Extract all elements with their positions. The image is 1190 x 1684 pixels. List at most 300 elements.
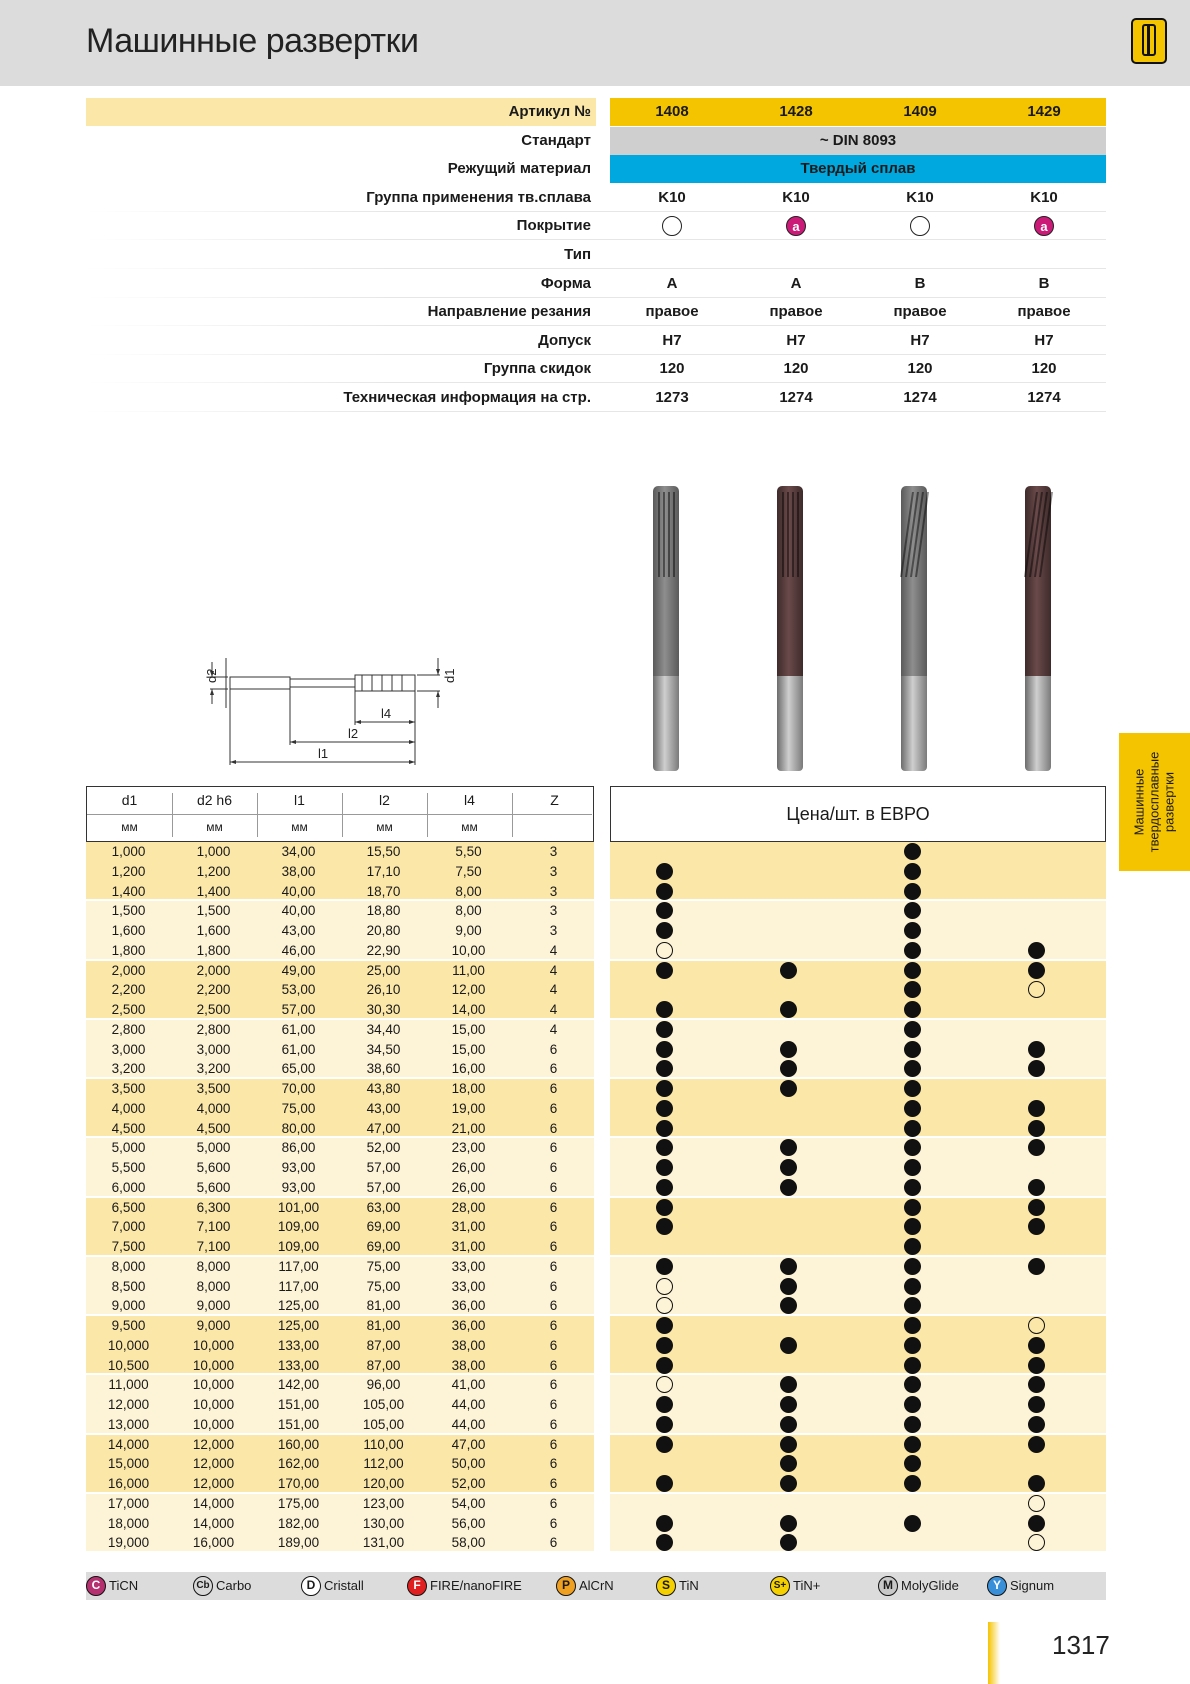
spec-value: A (790, 274, 802, 292)
in-stock-dot (904, 942, 921, 959)
table-cell: 117,00 (278, 1258, 319, 1274)
table-row (86, 842, 1106, 862)
table-cell: 120,00 (362, 1476, 405, 1491)
table-cell: 93,00 (281, 1179, 316, 1195)
table-cell: 41,00 (451, 1377, 486, 1393)
table-row (86, 1059, 1106, 1079)
table-cell: 142,00 (277, 1377, 320, 1393)
in-stock-dot (780, 1080, 797, 1097)
table-cell: 28,00 (451, 1199, 486, 1215)
spec-row (86, 155, 1106, 183)
in-stock-dot (904, 1021, 921, 1038)
in-stock-dot (780, 1436, 797, 1453)
column-header: d1 (121, 792, 138, 808)
coating-a-icon: a (786, 216, 806, 236)
column-header: Z (550, 792, 559, 808)
table-cell: 5,600 (196, 1160, 231, 1175)
table-row (86, 1138, 1106, 1158)
legend-label: AlCrN (579, 1578, 614, 1593)
column-unit: мм (461, 820, 478, 834)
legend-label: TiN+ (793, 1578, 821, 1593)
table-cell: 5,600 (196, 1179, 231, 1195)
table-cell: 7,100 (196, 1219, 231, 1235)
page-number-bar (988, 1622, 1000, 1684)
reamer-flute-body (653, 486, 679, 676)
table-cell: 40,00 (281, 903, 316, 919)
table-row (86, 1375, 1106, 1395)
spec-label: Техническая информация на стр. (343, 389, 591, 406)
table-cell: 34,50 (366, 1041, 401, 1057)
spec-value (858, 241, 982, 269)
legend-item (656, 1576, 699, 1596)
table-cell: 17,10 (366, 863, 401, 879)
table-cell: 6,000 (111, 1179, 146, 1195)
table-cell: 6 (549, 1061, 558, 1077)
in-stock-dot (656, 1337, 673, 1354)
in-stock-dot (656, 883, 673, 900)
table-cell: 14,000 (107, 1436, 150, 1452)
table-cell: 57,00 (281, 1002, 316, 1017)
table-row (86, 1395, 1106, 1415)
table-cell: 8,00 (455, 883, 482, 899)
table-row (86, 1474, 1106, 1494)
table-cell: 6 (549, 1041, 558, 1057)
spec-label: Стандарт (521, 131, 591, 149)
table-cell: 31,00 (451, 1219, 486, 1235)
table-row (86, 1079, 1106, 1099)
legend-item (86, 1576, 138, 1596)
table-cell: 31,00 (451, 1239, 486, 1254)
in-stock-dot (904, 1455, 921, 1472)
spec-label: Артикул № (508, 103, 591, 120)
coating-badge-icon: S+ (770, 1576, 790, 1596)
table-cell: 52,00 (366, 1140, 401, 1156)
in-stock-dot (904, 883, 921, 900)
table-row (86, 921, 1106, 941)
table-cell: 8,00 (455, 903, 482, 919)
in-stock-dot (1028, 1436, 1045, 1453)
table-cell: 38,00 (451, 1337, 486, 1353)
table-row (86, 1277, 1106, 1297)
table-cell: 3,000 (196, 1041, 231, 1057)
side-tab-line-2: твердосплавные (1146, 751, 1162, 853)
flute-line (668, 492, 670, 577)
table-cell: 9,500 (111, 1318, 146, 1333)
spec-value: B (1038, 274, 1050, 292)
table-cell: 7,500 (111, 1239, 146, 1254)
in-stock-dot (780, 1416, 797, 1433)
table-cell: 3,500 (196, 1081, 231, 1096)
table-cell: 105,00 (362, 1416, 405, 1432)
table-cell: 6 (549, 1436, 558, 1452)
coating-badge-icon: F (407, 1576, 427, 1596)
column-header: l1 (294, 792, 305, 808)
in-stock-dot (1028, 1475, 1045, 1492)
table-row (86, 1514, 1106, 1534)
spec-row (86, 241, 1106, 269)
table-cell: 18,80 (366, 903, 401, 919)
column-unit: мм (376, 820, 393, 834)
table-cell: 69,00 (366, 1239, 401, 1254)
table-cell: 30,30 (366, 1002, 401, 1017)
table-cell: 4 (549, 1002, 558, 1017)
on-request-ring (1028, 1534, 1045, 1551)
table-cell: 3 (549, 844, 558, 859)
legend-item (193, 1576, 251, 1596)
table-row (86, 1494, 1106, 1514)
on-request-ring (656, 1376, 673, 1393)
spec-row (86, 98, 1106, 126)
in-stock-dot (904, 1041, 921, 1058)
table-cell: 44,00 (451, 1416, 486, 1432)
table-cell: 3,000 (111, 1041, 146, 1057)
table-cell: 14,000 (192, 1515, 235, 1531)
in-stock-dot (780, 1278, 797, 1295)
on-request-ring (1028, 981, 1045, 998)
spec-label: Тип (564, 246, 591, 263)
table-cell: 6 (549, 1219, 558, 1235)
drawing-label-d1: d1 (442, 668, 457, 683)
table-cell: 61,00 (281, 1021, 316, 1037)
in-stock-dot (904, 843, 921, 860)
spec-span-value: ~ DIN 8093 (819, 131, 897, 149)
in-stock-dot (1028, 1060, 1045, 1077)
spec-value: 1273 (655, 389, 689, 406)
table-cell: 4 (549, 962, 558, 978)
table-cell: 61,00 (281, 1041, 316, 1057)
table-cell: 13,000 (107, 1416, 150, 1432)
spec-value: правое (645, 303, 699, 321)
in-stock-dot (656, 1534, 673, 1551)
table-cell: 6 (549, 1476, 558, 1491)
in-stock-dot (904, 863, 921, 880)
spec-value: 1274 (903, 389, 937, 406)
coating-badge-icon: S (656, 1576, 676, 1596)
in-stock-dot (656, 1515, 673, 1532)
table-cell: 109,00 (277, 1219, 320, 1235)
in-stock-dot (780, 1060, 797, 1077)
in-stock-dot (656, 1475, 673, 1492)
reamer-shank (1025, 676, 1051, 771)
table-cell: 57,00 (366, 1179, 401, 1195)
table-cell: 43,00 (281, 923, 316, 938)
in-stock-dot (780, 1337, 797, 1354)
table-cell: 9,000 (196, 1318, 231, 1333)
table-cell: 170,00 (277, 1476, 320, 1491)
in-stock-dot (904, 1337, 921, 1354)
table-row (86, 1316, 1106, 1336)
in-stock-dot (780, 1001, 797, 1018)
spec-value: 1408 (655, 103, 689, 120)
in-stock-dot (904, 1120, 921, 1137)
table-cell: 56,00 (451, 1515, 486, 1531)
table-cell: 58,00 (451, 1535, 486, 1551)
in-stock-dot (904, 1515, 921, 1532)
table-cell: 52,00 (451, 1476, 486, 1491)
flute-line (673, 492, 675, 577)
table-cell: 6 (549, 1535, 558, 1551)
table-cell: 6 (549, 1416, 558, 1432)
table-cell: 47,00 (451, 1436, 486, 1452)
table-cell: 20,80 (366, 923, 401, 938)
table-cell: 1,600 (196, 923, 231, 938)
table-cell: 16,000 (107, 1476, 150, 1491)
table-cell: 1,800 (196, 942, 231, 958)
table-cell: 96,00 (366, 1377, 401, 1393)
table-cell: 6 (549, 1357, 558, 1373)
flute-line (663, 492, 665, 577)
table-cell: 2,500 (196, 1002, 231, 1017)
in-stock-dot (904, 1218, 921, 1235)
in-stock-dot (904, 922, 921, 939)
table-row (86, 1533, 1106, 1553)
table-cell: 3,500 (111, 1081, 146, 1096)
table-cell: 22,90 (366, 942, 401, 958)
in-stock-dot (1028, 1416, 1045, 1433)
table-cell: 112,00 (363, 1456, 404, 1472)
in-stock-dot (1028, 1120, 1045, 1137)
table-cell: 18,00 (451, 1081, 486, 1096)
price-header: Цена/шт. в ЕВРО (610, 786, 1106, 842)
spec-label: Группа применения тв.сплава (366, 188, 591, 206)
column-unit: мм (206, 820, 223, 834)
table-cell: 15,00 (451, 1041, 486, 1057)
table-row (86, 1000, 1106, 1020)
spec-value: K10 (906, 188, 934, 206)
table-cell: 86,00 (281, 1140, 316, 1156)
no-coating-icon (662, 216, 682, 236)
table-cell: 6 (549, 1377, 558, 1393)
legend-label: FIRE/nanoFIRE (430, 1578, 522, 1593)
on-request-ring (656, 1278, 673, 1295)
spec-value: правое (1017, 303, 1071, 321)
table-cell: 12,000 (192, 1476, 235, 1491)
in-stock-dot (656, 1258, 673, 1275)
spec-value (982, 241, 1106, 269)
table-cell: 2,500 (111, 1002, 146, 1017)
header-separator (87, 814, 592, 815)
spec-label: Форма (540, 274, 591, 292)
in-stock-dot (1028, 942, 1045, 959)
spec-row (86, 184, 1106, 212)
section-side-tab[interactable] (1119, 733, 1190, 871)
table-cell: 3 (549, 903, 558, 919)
column-unit: мм (121, 820, 138, 834)
in-stock-dot (904, 1179, 921, 1196)
table-cell: 50,00 (451, 1456, 486, 1472)
table-row (86, 941, 1106, 961)
flute-line (658, 492, 660, 577)
spec-value: B (914, 274, 926, 292)
in-stock-dot (780, 1396, 797, 1413)
spec-value: 1274 (1027, 389, 1061, 406)
spec-value: K10 (1030, 188, 1058, 206)
table-cell: 105,00 (362, 1397, 405, 1412)
table-cell: 6 (549, 1239, 558, 1254)
column-header: d2 h6 (196, 792, 233, 808)
coating-legend (86, 1572, 1106, 1600)
in-stock-dot (1028, 1179, 1045, 1196)
table-row (86, 980, 1106, 1000)
table-cell: 4,500 (196, 1120, 231, 1136)
in-stock-dot (904, 1001, 921, 1018)
page-header (0, 0, 1190, 86)
spec-row (86, 212, 1106, 240)
spec-row (86, 127, 1106, 155)
table-row (86, 1415, 1106, 1435)
in-stock-dot (656, 1060, 673, 1077)
column-separator (512, 793, 513, 837)
table-cell: 5,500 (111, 1160, 146, 1175)
coating-badge-icon: Y (987, 1576, 1007, 1596)
spec-value: 1274 (779, 389, 813, 406)
in-stock-dot (780, 1258, 797, 1275)
table-cell: 26,10 (366, 982, 401, 998)
table-cell: 10,000 (192, 1416, 235, 1432)
table-row (86, 882, 1106, 902)
table-cell: 9,000 (196, 1298, 231, 1314)
table-cell: 38,00 (281, 863, 316, 879)
in-stock-dot (904, 1475, 921, 1492)
in-stock-dot (904, 1139, 921, 1156)
in-stock-dot (904, 1297, 921, 1314)
column-header: l2 (379, 792, 390, 808)
legend-item (878, 1576, 959, 1596)
in-stock-dot (656, 902, 673, 919)
legend-label: MolyGlide (901, 1578, 959, 1593)
reamer-photo (901, 486, 927, 771)
in-stock-dot (780, 1179, 797, 1196)
page-title: Машинные развертки (86, 22, 419, 60)
table-cell: 6,500 (111, 1199, 146, 1215)
in-stock-dot (780, 1139, 797, 1156)
table-row (86, 961, 1106, 981)
table-cell: 36,00 (451, 1298, 486, 1314)
flute-line (782, 492, 784, 577)
in-stock-dot (1028, 1041, 1045, 1058)
spec-row (86, 355, 1106, 383)
column-separator (342, 793, 343, 837)
table-cell: 8,000 (196, 1258, 231, 1274)
in-stock-dot (656, 1179, 673, 1196)
reamer-shank (777, 676, 803, 771)
table-cell: 10,00 (451, 942, 486, 958)
spec-value: H7 (1034, 331, 1054, 349)
table-row (86, 1158, 1106, 1178)
table-cell: 1,400 (111, 883, 146, 899)
drawing-label-l1: l1 (318, 746, 329, 761)
spec-value: правое (769, 303, 823, 321)
table-row (86, 1257, 1106, 1277)
column-separator (427, 793, 428, 837)
table-cell: 12,000 (192, 1456, 235, 1472)
table-cell: 53,00 (281, 982, 316, 998)
table-cell: 101,00 (277, 1199, 320, 1215)
table-cell: 34,00 (281, 844, 316, 859)
table-cell: 8,000 (111, 1258, 146, 1274)
table-cell: 81,00 (366, 1298, 401, 1314)
spec-label: Режущий материал (447, 160, 591, 178)
table-cell: 87,00 (366, 1337, 401, 1353)
table-cell: 17,000 (107, 1495, 150, 1511)
flute-line (792, 492, 794, 577)
table-cell: 1,200 (196, 863, 231, 879)
table-cell: 43,00 (366, 1100, 401, 1116)
legend-item (301, 1576, 364, 1596)
in-stock-dot (780, 1455, 797, 1472)
table-cell: 26,00 (451, 1179, 486, 1195)
table-cell: 44,00 (451, 1397, 486, 1412)
table-cell: 12,000 (192, 1436, 235, 1452)
in-stock-dot (656, 1080, 673, 1097)
table-cell: 6 (549, 1337, 558, 1353)
table-cell: 33,00 (451, 1258, 486, 1274)
table-cell: 46,00 (281, 942, 316, 958)
table-cell: 6 (549, 1140, 558, 1156)
table-cell: 11,00 (452, 962, 485, 978)
spec-value: 120 (659, 360, 685, 378)
table-cell: 10,500 (107, 1357, 150, 1373)
table-cell: 25,00 (366, 962, 401, 978)
table-row (86, 1336, 1106, 1356)
spec-label: Направление резания (427, 303, 591, 321)
table-cell: 6 (549, 1397, 558, 1412)
in-stock-dot (656, 1041, 673, 1058)
table-cell: 43,80 (366, 1081, 401, 1096)
spec-value: H7 (786, 331, 806, 349)
table-cell: 162,00 (277, 1456, 320, 1472)
spec-value (610, 241, 734, 269)
in-stock-dot (904, 981, 921, 998)
table-cell: 7,100 (196, 1239, 231, 1254)
spec-value: A (666, 274, 678, 292)
in-stock-dot (904, 1080, 921, 1097)
table-cell: 1,400 (196, 883, 231, 899)
table-cell: 2,200 (196, 982, 231, 998)
table-cell: 15,50 (366, 844, 401, 859)
table-cell: 8,500 (111, 1278, 146, 1294)
in-stock-dot (1028, 1258, 1045, 1275)
column-separator (257, 793, 258, 837)
in-stock-dot (656, 1001, 673, 1018)
table-cell: 87,00 (366, 1357, 401, 1373)
no-coating-icon (910, 216, 930, 236)
in-stock-dot (1028, 962, 1045, 979)
reamer-flute-body (777, 486, 803, 676)
drawing-label-l2: l2 (348, 726, 359, 741)
in-stock-dot (1028, 1515, 1045, 1532)
table-cell: 54,00 (451, 1495, 486, 1511)
table-cell: 4,000 (111, 1100, 146, 1116)
in-stock-dot (1028, 1376, 1045, 1393)
table-row (86, 1454, 1106, 1474)
spec-value: 120 (907, 360, 933, 378)
reamer-shank (901, 676, 927, 771)
table-cell: 81,00 (366, 1318, 401, 1333)
table-cell: 6 (549, 1318, 558, 1333)
side-tab-line-3: развертки (1161, 771, 1177, 833)
table-cell: 131,00 (362, 1535, 405, 1551)
table-cell: 1,800 (111, 942, 146, 958)
table-cell: 6 (549, 1495, 558, 1511)
table-cell: 12,000 (107, 1397, 150, 1412)
reamer-photo (1025, 486, 1051, 771)
table-cell: 6 (549, 1081, 558, 1096)
table-cell: 23,00 (451, 1140, 486, 1156)
coating-badge-icon: D (301, 1576, 321, 1596)
table-row (86, 1020, 1106, 1040)
table-cell: 6 (549, 1179, 558, 1195)
